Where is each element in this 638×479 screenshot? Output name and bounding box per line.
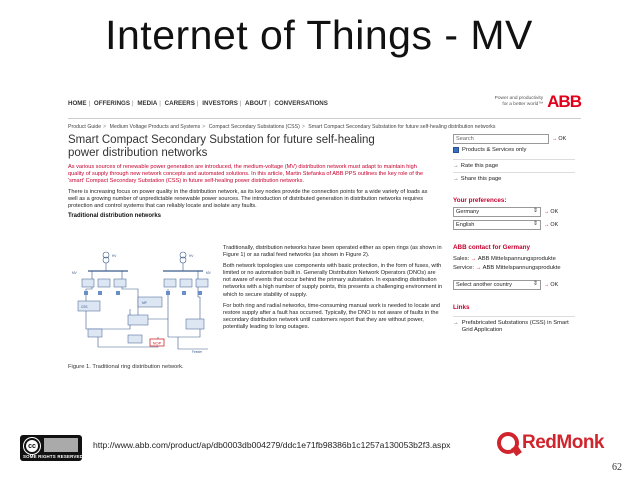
share-label: Share this page [460,176,502,182]
search-ok-button[interactable] [552,136,566,142]
language-row [453,220,575,230]
another-country-row [453,280,575,290]
nav-investors[interactable]: INVESTORS [202,100,238,107]
nav-about[interactable]: ABOUT [245,100,268,107]
rate-label: Rate this page [460,163,499,169]
another-country-ok-button[interactable] [544,282,558,288]
creative-commons-badge [20,435,82,461]
webpage-screenshot [65,90,585,440]
mp-label: MP [142,301,147,305]
breadcrumb-css[interactable]: Compact Secondary Substations (CSS) [208,124,300,130]
select-caret-icon: ⇕ [532,281,538,287]
breadcrumb-current: Smart Compact Secondary Substation for future self-healing distribution networks [308,124,496,130]
css-box-1 [82,279,94,287]
paragraph-2: Both network topologies use components with basic protection, in the form of fuses, with limited or no automation built in. Generally Distribution Network Operators (DNOs) are not aware of events that occur behind the primary substation. In expanding distribution networks with a high number of supply points, this presents a challenging environment in which to secure stability of supply. [223,263,443,298]
article-lead: As various sources of renewable power generation are introduced, the medium-voltage (MV) distribution network must adapt to maintain high quality of supply through new network concepts and automated solutions. In this article, Martin Stefanka of ABB PPS outlines the key role of the 'smart' Compact Secondary Substation (CSS) in future self-healing power distribution networks. [68,164,424,184]
language-value: English [456,222,475,228]
ok-label: OK [550,209,559,215]
arrow-right-icon: → [453,176,459,182]
article-title: Smart Compact Secondary Substation for future self-healing power distribution networks [68,134,375,159]
arrow-right-icon: → [544,209,550,215]
css-box-6 [196,279,208,287]
hv-label-left: HV [112,254,117,258]
hv-label-right: HV [189,254,194,258]
css-box-4 [164,279,176,287]
search-input[interactable]: Search [453,134,549,144]
breadcrumb-product-guide[interactable]: Product Guide [68,124,102,130]
site-nav: HOME | OFFERINGS | MEDIA | CAREERS | INVESTORS | ABOUT | CONVERSATIONS [68,100,328,107]
abb-logo[interactable]: ABB [547,92,581,111]
nav-offerings[interactable]: OFFERINGS [93,100,131,107]
paragraph-3: For both ring and radial networks, time-consuming manual work is needed to locate and restore supply after a fault has occurred. Typically, the DNO is not aware of faults in the secondary distribution network until customers report that they are without power, potentially leading to long outages. [223,302,441,330]
links-heading: Links [453,304,470,311]
select-caret-icon: ⇕ [532,208,538,214]
nav-careers[interactable]: CAREERS [164,100,195,107]
mv-label-right: MV [206,271,211,275]
country-value: Germany [456,209,480,215]
abb-header-brand [487,92,581,112]
tagline-line-2: for a better world™ [502,102,544,107]
country-ok-button[interactable] [544,209,558,215]
products-only-label: Products & Services only [462,147,527,153]
abb-tagline [487,96,543,108]
article-intro: There is increasing focus on power quality in the distribution network, as its key nodes provide the connection points for a wide variety of loads as well as a growing number of unpredictable renewable power sources. The introduction of distributed generation in distribution networks requires protection and control systems that can reliably locate and isolate any faults. [68,189,428,209]
arrow-right-icon: → [552,136,558,142]
sidebar [453,134,575,334]
contact-heading: ABB contact for Germany [453,244,530,251]
service-target: ABB Mittelspannungsprodukte [482,265,561,271]
select-caret-icon: ⇕ [532,221,538,227]
redmonk-logo [497,432,604,454]
nav-conversations[interactable]: CONVERSATIONS [274,100,328,107]
products-only-checkbox[interactable] [453,147,459,153]
country-select[interactable] [453,207,541,217]
preferences-heading: Your preferences: [453,197,507,204]
tagline-line-1: Power and productivity [494,96,544,101]
article-body-column [223,245,443,335]
nop-label: NOP [152,340,162,346]
arrow-right-icon: → [453,320,459,326]
language-select[interactable] [453,220,541,230]
ring-network-diagram [68,249,218,369]
sales-contact[interactable] [453,256,575,263]
ok-label: OK [558,136,567,142]
page-number: 62 [612,462,622,473]
license-icons [44,438,78,452]
redmonk-mark-icon [497,432,519,454]
css-box-2 [98,279,110,287]
sales-target: ABB Mittelspannungsprodukte [477,256,556,262]
feeder-label: Feeder [192,350,203,354]
header-divider [68,118,581,119]
source-url: http://www.abb.com/product/ap/db0003db004279/ddc1e71fb98386b1c1257a130053b2f3.aspx [93,440,451,450]
figure-caption: Figure 1. Traditional ring distribution network. [68,364,184,370]
ok-label: OK [550,282,559,288]
css-box-11 [128,335,142,343]
arrow-right-icon: → [453,163,459,169]
arrow-right-icon: → [544,282,550,288]
share-page-link[interactable] [453,172,575,185]
another-country-select[interactable] [453,280,541,290]
arrow-right-icon: → [475,265,482,271]
arrow-right-icon: → [544,222,550,228]
ok-label: OK [550,222,559,228]
breadcrumb: Product Guide > Medium Voltage Products and Systems > Compact Secondary Substations (CSS) > Smart Compact Secondary Substation for future self-healing distribution networks [68,124,496,130]
link-prefab-substations[interactable] [453,316,575,334]
cc-icon: cc [24,438,40,454]
search-row [453,134,575,144]
slide-title: Internet of Things - MV [105,12,533,58]
section-heading: Traditional distribution networks [68,213,162,219]
language-ok-button[interactable] [544,222,558,228]
service-label: Service: [453,265,474,271]
country-row [453,207,575,217]
arrow-right-icon: → [470,256,477,262]
css-label: CSS [81,305,88,309]
article-main [68,134,446,370]
link-prefab-label: Prefabricated Substations (CSS) in Smart Grid Application [461,320,569,333]
css-box-5 [180,279,192,287]
nav-home[interactable]: HOME [68,100,87,107]
another-country-value: Select another country [456,282,512,288]
rate-page-link[interactable] [453,159,575,172]
css-box-12 [186,319,204,329]
sales-label: Sales: [453,256,470,262]
mv-label-left: MV [72,271,77,275]
paragraph-1: Traditionally, distribution networks have been operated either as open rings (as shown in Figure 1) or as radial feed networks (as shown in Figure 2). [223,245,442,259]
products-only-row [453,147,575,153]
cc-badge-text: SOME RIGHTS RESERVED [23,454,84,459]
redmonk-wordmark: RedMonk [522,432,604,453]
css-box-3 [114,279,126,287]
css-box-9 [128,315,148,325]
nav-media[interactable]: MEDIA [137,100,158,107]
service-contact[interactable] [453,265,575,272]
breadcrumb-mv-products[interactable]: Medium Voltage Products and Systems [109,124,201,130]
css-box-10 [88,329,102,337]
